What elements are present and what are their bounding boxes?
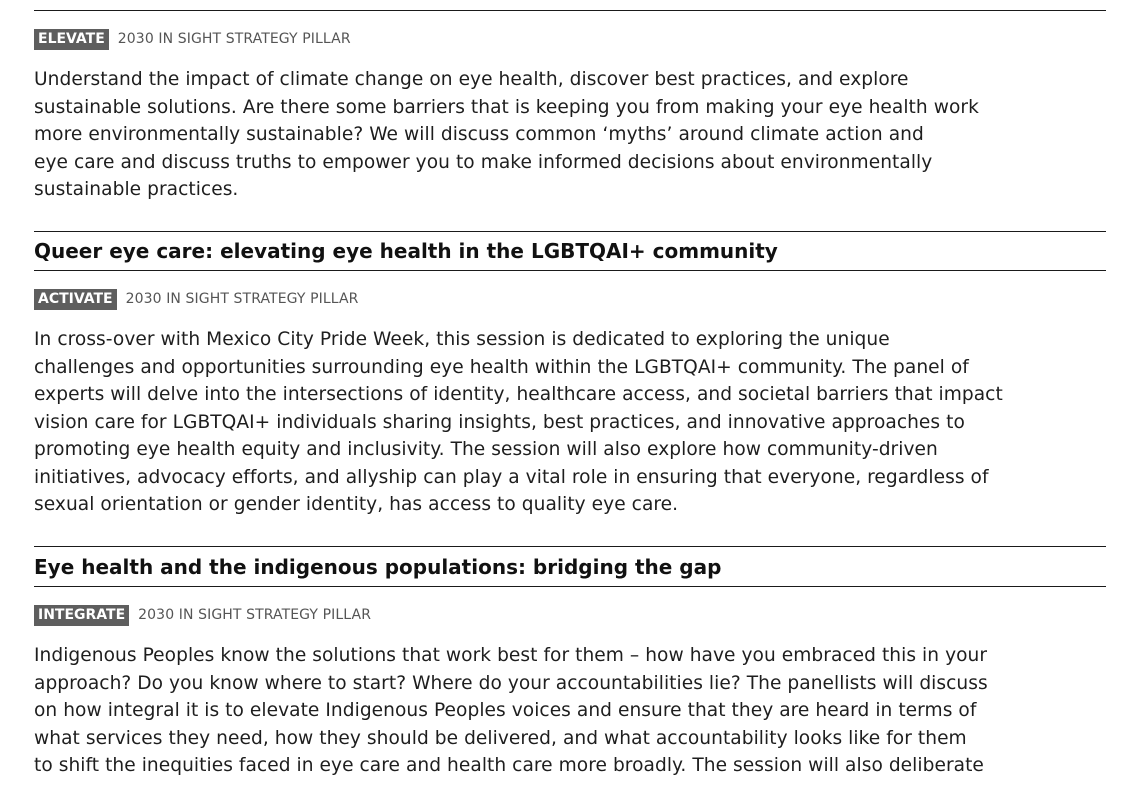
pillar-caption: 2030 IN SIGHT STRATEGY PILLAR xyxy=(117,31,351,47)
description-line: Indigenous Peoples know the solutions that work best for them – how have you embraced this in your xyxy=(34,645,988,666)
description-line: sustainable solutions. Are there some barriers that is keeping you from making your eye health work xyxy=(34,96,979,118)
section-divider xyxy=(34,10,1106,11)
description-line: sexual orientation or gender identity, has access to quality eye care. xyxy=(34,494,679,515)
pillar-badge-integrate: INTEGRATE xyxy=(34,605,129,626)
description-line: sustainable practices. xyxy=(34,179,239,200)
section-divider xyxy=(34,586,1106,587)
description-line: experts will delve into the intersections of identity, healthcare access, and societal barriers that impact xyxy=(34,384,1003,405)
description-line: challenges and opportunities surrounding eye health within the LGBTQAI+ community. The panel of xyxy=(34,356,969,378)
session-description xyxy=(34,326,1124,519)
pillar-badge-elevate: ELEVATE xyxy=(34,29,109,50)
description-line: Understand the impact of climate change on eye health, discover best practices, and explore xyxy=(34,69,909,90)
pillar-tag-row xyxy=(34,28,351,50)
session-title: Eye health and the indigenous populations: bridging the gap xyxy=(34,555,722,579)
session-description xyxy=(34,642,1124,780)
description-line: initiatives, advocacy efforts, and allyship can play a vital role in ensuring that everyone, regardless of xyxy=(34,466,989,488)
session-description xyxy=(34,66,1124,204)
description-line: to shift the inequities faced in eye care and health care more broadly. The session will also deliberate xyxy=(34,755,984,776)
pillar-caption: 2030 IN SIGHT STRATEGY PILLAR xyxy=(138,607,372,623)
section-divider xyxy=(34,270,1106,271)
section-divider xyxy=(34,546,1106,547)
description-line: vision care for LGBTQAI+ individuals sharing insights, best practices, and innovative approaches to xyxy=(34,411,965,433)
description-line: In cross-over with Mexico City Pride Week, this session is dedicated to exploring the unique xyxy=(34,329,890,350)
description-line: eye care and discuss truths to empower you to make informed decisions about environmentally xyxy=(34,151,933,173)
pillar-tag-row xyxy=(34,604,371,626)
description-line: promoting eye health equity and inclusivity. The session will also explore how community-driven xyxy=(34,439,938,460)
description-line: what services they need, how they should be delivered, and what accountability looks like for them xyxy=(34,727,967,749)
description-line: more environmentally sustainable? We will discuss common ‘myths’ around climate action and xyxy=(34,124,924,145)
pillar-badge-activate: ACTIVATE xyxy=(34,289,117,310)
pillar-caption: 2030 IN SIGHT STRATEGY PILLAR xyxy=(125,291,359,307)
description-line: on how integral it is to elevate Indigenous Peoples voices and ensure that they are heard in terms of xyxy=(34,700,977,721)
section-divider xyxy=(34,231,1106,232)
pillar-tag-row xyxy=(34,288,359,310)
description-line: approach? Do you know where to start? Where do your accountabilities lie? The panellists will discuss xyxy=(34,672,988,694)
session-title: Queer eye care: elevating eye health in the LGBTQAI+ community xyxy=(34,239,778,263)
